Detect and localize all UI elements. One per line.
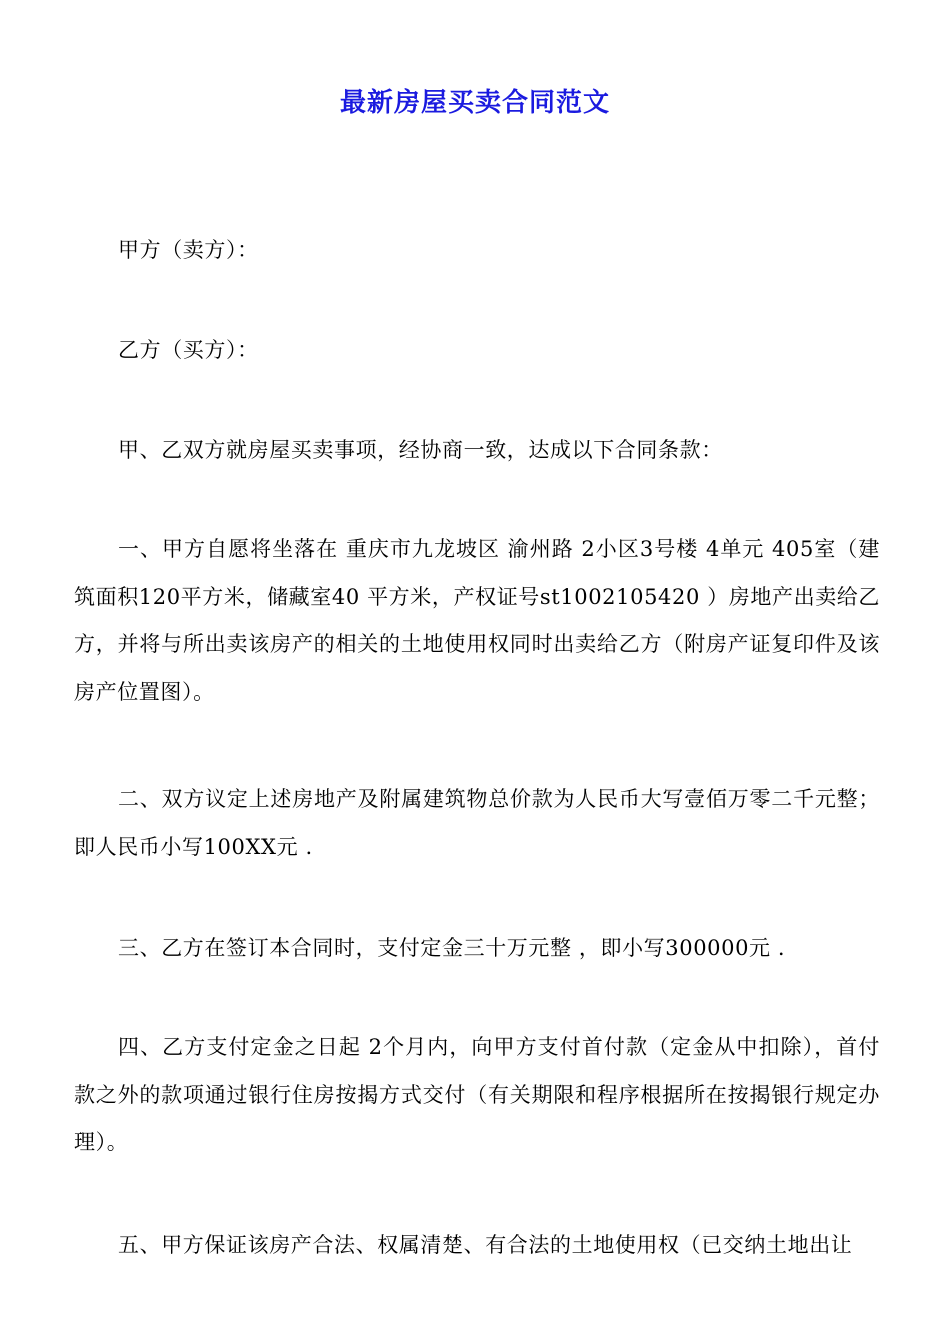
clause-2: 二、双方议定上述房地产及附属建筑物总价款为人民币大写壹佰万零二千元整；即人民币小写100XX元 . (74, 787, 880, 859)
document-title: 最新房屋买卖合同范文 (339, 88, 610, 118)
clause-5: 五、甲方保证该房产合法、权属清楚、有合法的土地使用权（已交纳土地出让 (118, 1233, 853, 1257)
clause-1: 一、甲方自愿将坐落在 重庆市九龙坡区 渝州路 2小区3号楼 4单元 405室（建筑面积120平方米，储藏室40 平方米，产权证号st1002105420 ）房地产出卖给乙方，并将与所出卖该房产的相关的土地使用权同时出卖给乙方（附房产证复印件及该房产位置图）。 (74, 537, 880, 704)
clause-3: 三、乙方在签订本合同时，支付定金三十万元整 ，即小写300000元 . (118, 936, 786, 960)
party-a-line: 甲方（卖方）： (118, 238, 259, 262)
party-b-line: 乙方（买方）： (118, 338, 259, 362)
clause-4: 四、乙方支付定金之日起 2个月内，向甲方支付首付款（定金从中扣除），首付款之外的款项通过银行住房按揭方式交付（有关期限和程序根据所在按揭银行规定办理）。 (74, 1035, 880, 1154)
intro-paragraph: 甲、乙双方就房屋买卖事项，经协商一致，达成以下合同条款： (118, 438, 723, 462)
